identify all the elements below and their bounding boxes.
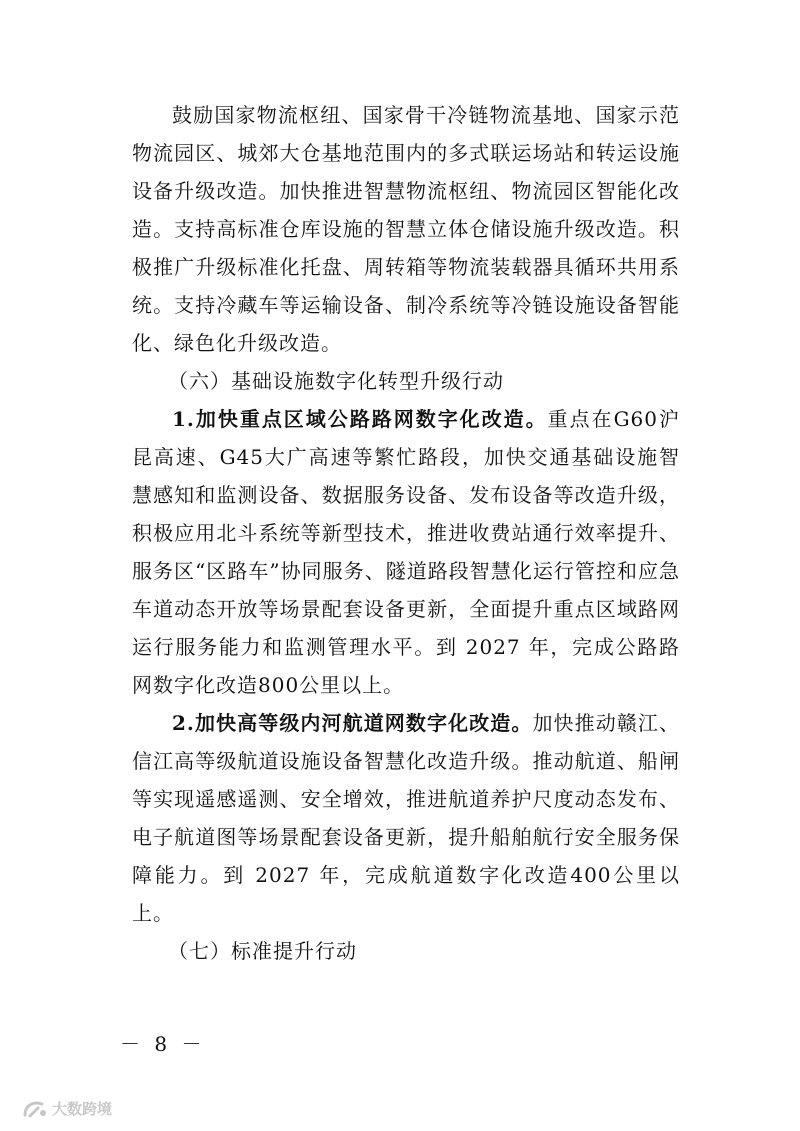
item-2-body: 加快推动赣江、信江高等级航道设施设备智慧化改造升级。推动航道、船闸等实现遥感遥测、安全增效，推进航道养护尺度动态发布、电子航道图等场景配套设备更新，提升船舶航行安全服务保障能力。到 2027 年，完成航道数字化改造400公里以上。	[132, 711, 681, 925]
section-heading-7: （七）标准提升行动	[168, 939, 357, 963]
document-body	[132, 96, 680, 970]
item-2-title: 2.加快高等级内河航道网数字化改造。	[172, 711, 533, 735]
item-1-body: 重点在G60沪昆高速、G45大广高速等繁忙路段，加快交通基础设施智慧感知和监测设备、数据服务设备、发布设备等改造升级，积极应用北斗系统等新型技术，推进收费站通行效率提升、服务区“区路车”协同服务、隧道路段智慧化运行管控和应急车道动态开放等场景配套设备更新，全面提升重点区域路网运行服务能力和监测管理水平。到 2027 年，完成公路路网数字化改造800公里以上。	[132, 407, 680, 697]
watermark-text: 大数跨境	[52, 1100, 113, 1118]
page-number: － 8 －	[120, 1032, 206, 1056]
item-1-paragraph	[132, 400, 680, 704]
watermark	[22, 1098, 112, 1119]
paragraph-logistics: 鼓励国家物流枢纽、国家骨干冷链物流基地、国家示范物流园区、城郊大仓基地范围内的多式联运场站和转运设施设备升级改造。加快推进智慧物流枢纽、物流园区智能化改造。支持高标准仓库设施的智慧立体仓储设施升级改造。积极推广升级标准化托盘、周转箱等物流装载器具循环共用系统。支持冷藏车等运输设备、制冷系统等冷链设施设备智能化、绿色化升级改造。	[132, 103, 680, 355]
item-2-paragraph	[132, 704, 680, 932]
item-1-title: 1.加快重点区域公路路网数字化改造。	[172, 407, 548, 431]
section-heading-6: （六）基础设施数字化转型升级行动	[168, 369, 504, 393]
watermark-logo-icon	[22, 1099, 48, 1119]
